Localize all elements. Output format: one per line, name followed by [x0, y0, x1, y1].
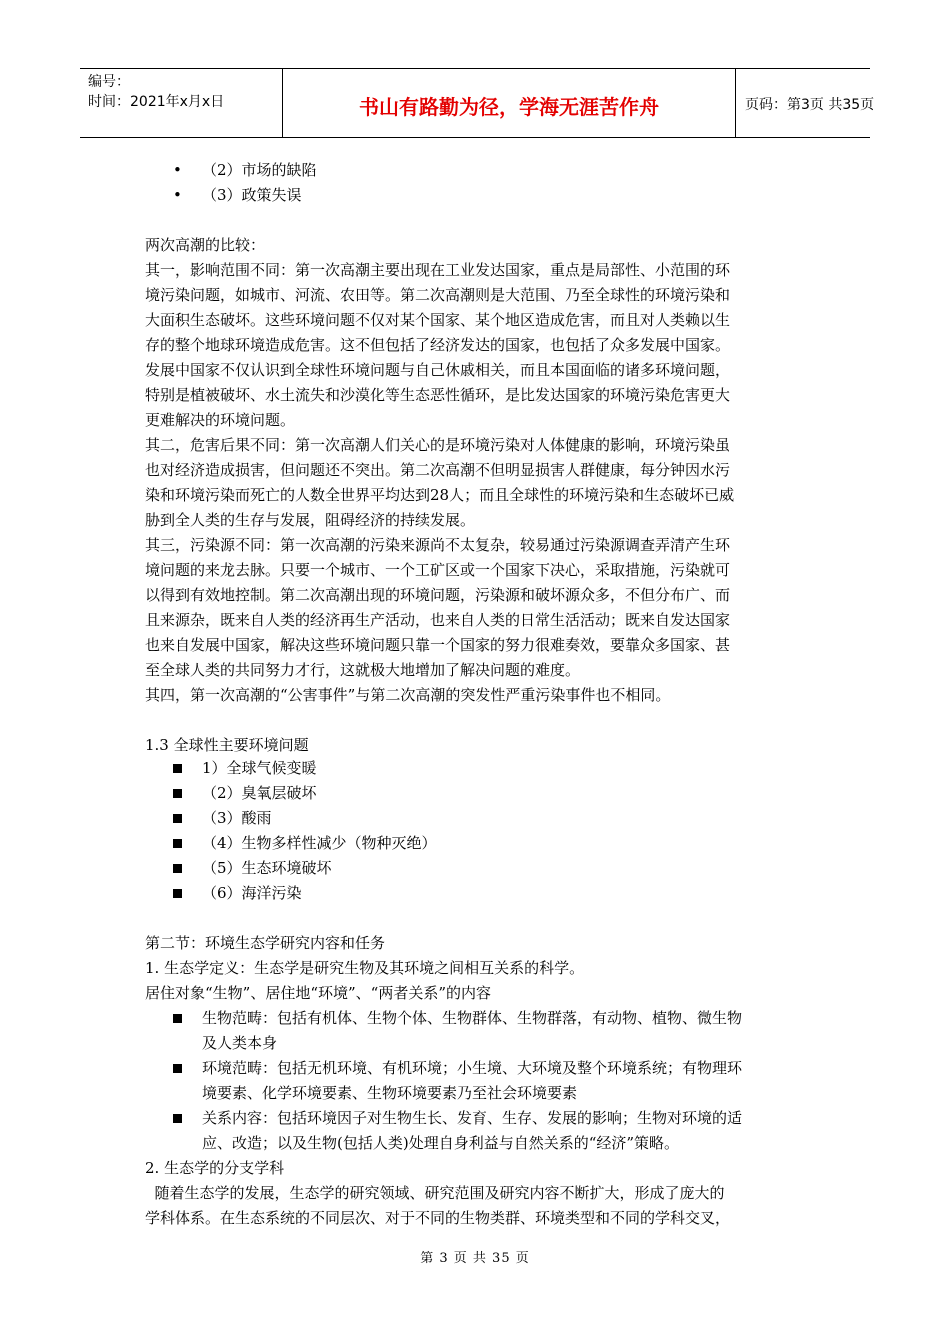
paragraph-line: 大面积生态破坏。这些环境问题不仅对某个国家、某个地区造成危害，而且对人类赖以生 — [145, 311, 731, 329]
list-item: （3）酸雨 — [202, 809, 272, 827]
list-item-line: 环境范畴：包括无机环境、有机环境；小生境、大环境及整个环境系统；有物理环 — [202, 1059, 743, 1077]
definition-line: 1. 生态学定义：生态学是研究生物及其环境之间相互关系的科学。 — [145, 959, 585, 977]
paragraph-line: 存的整个地球环境造成危害。这不但包括了经济发达的国家，也包括了众多发展中国家。 — [145, 336, 731, 354]
paragraph-line: 随着生态学的发展，生态学的研究领域、研究范围及研究内容不断扩大，形成了庞大的 — [145, 1184, 725, 1202]
header-motto: 书山有路勤为径，学海无涯苦作舟 — [359, 95, 659, 119]
header-page-cell — [735, 69, 875, 137]
list-item: （2）臭氧层破坏 — [202, 784, 317, 802]
header-code-label: 编号： — [88, 74, 130, 90]
list-item-line: 及人类本身 — [202, 1034, 278, 1052]
paragraph-line: 其四，第一次高潮的“公害事件”与第二次高潮的突发性严重污染事件也不相同。 — [145, 686, 671, 704]
list-item: （6）海洋污染 — [202, 884, 302, 902]
subtitle-line: 居住对象“生物”、居住地“环境”、“两者关系”的内容 — [145, 984, 492, 1002]
paragraph-line: 发展中国家不仅认识到全球性环境问题与自己休戚相关，而且本国面临的诸多环境问题， — [145, 361, 731, 379]
paragraph-line: 染和环境污染而死亡的人数全世界平均达到28人；而且全球性的环境污染和生态破坏已威 — [145, 486, 735, 504]
header-page-label: 页码：第3页 共35页 — [745, 97, 875, 113]
paragraph-line: 其一，影响范围不同：第一次高潮主要出现在工业发达国家，重点是局部性、小范围的环 — [145, 261, 731, 279]
paragraph-line: 其二，危害后果不同：第一次高潮人们关心的是环境污染对人体健康的影响，环境污染虽 — [145, 436, 731, 454]
square-bullet-icon — [173, 889, 182, 898]
square-bullet-icon — [173, 1014, 182, 1023]
comparison-title: 两次高潮的比较： — [145, 236, 266, 254]
paragraph-line: 境污染问题，如城市、河流、农田等。第二次高潮则是大范围、乃至全球性的环境污染和 — [145, 286, 731, 304]
square-bullet-icon — [173, 789, 182, 798]
list-item-line: 境要素、化学环境要素、生物环境要素乃至社会环境要素 — [202, 1084, 578, 1102]
paragraph-line: 也来自发展中国家，解决这些环境问题只靠一个国家的努力很难奏效，要靠众多国家、甚 — [145, 636, 731, 654]
page-header — [80, 68, 875, 138]
list-item: （2）市场的缺陷 — [202, 161, 317, 179]
square-bullet-icon — [173, 814, 182, 823]
list-item: （4）生物多样性减少（物种灭绝） — [202, 834, 437, 852]
paragraph-line: 胁到全人类的生存与发展，阻碍经济的持续发展。 — [145, 511, 476, 529]
list-item: （5）生态环境破坏 — [202, 859, 332, 877]
list-item-line: 应、改造；以及生物(包括人类)处理自身利益与自然关系的“经济”策略。 — [202, 1134, 680, 1152]
paragraph-line: 更难解决的环境问题。 — [145, 411, 296, 429]
square-bullet-icon — [173, 864, 182, 873]
paragraph-line: 至全球人类的共同努力才行，这就极大地增加了解决问题的难度。 — [145, 661, 581, 679]
section-title: 第二节：环境生态学研究内容和任务 — [145, 934, 386, 952]
paragraph-line: 境问题的来龙去脉。只要一个城市、一个工矿区或一个国家下决心，采取措施，污染就可 — [145, 561, 731, 579]
bullet-dot-icon: • — [173, 186, 182, 204]
header-left-cell — [80, 69, 282, 137]
page-footer: 第 3 页 共 35 页 — [420, 1251, 530, 1266]
header-date-label: 时间：2021年x月x日 — [88, 94, 225, 110]
square-bullet-icon — [173, 839, 182, 848]
list-item: （3）政策失误 — [202, 186, 302, 204]
square-bullet-icon — [173, 1064, 182, 1073]
bullet-dot-icon: • — [173, 161, 182, 179]
paragraph-line: 以得到有效地控制。第二次高潮出现的环境问题，污染源和破坏源众多，不但分布广、而 — [145, 586, 731, 604]
list-item-line: 生物范畴：包括有机体、生物个体、生物群体、生物群落，有动物、植物、微生物 — [202, 1009, 743, 1027]
section-subtitle: 2. 生态学的分支学科 — [145, 1159, 285, 1177]
paragraph-line: 特别是植被破坏、水土流失和沙漠化等生态恶性循环，是比发达国家的环境污染危害更大 — [145, 386, 731, 404]
square-bullet-icon — [173, 1114, 182, 1123]
section-title: 1.3 全球性主要环境问题 — [145, 736, 309, 754]
list-item: 1）全球气候变暖 — [202, 759, 317, 777]
paragraph-line: 也对经济造成损害，但问题还不突出。第二次高潮不但明显损害人群健康，每分钟因水污 — [145, 461, 731, 479]
list-item-line: 关系内容：包括环境因子对生物生长、发育、生存、发展的影响；生物对环境的适 — [202, 1109, 743, 1127]
square-bullet-icon — [173, 764, 182, 773]
paragraph-line: 其三，污染源不同：第一次高潮的污染来源尚不太复杂，较易通过污染源调查弄清产生环 — [145, 536, 731, 554]
paragraph-line: 且来源杂，既来自人类的经济再生产活动，也来自人类的日常生活活动；既来自发达国家 — [145, 611, 731, 629]
paragraph-line: 学科体系。在生态系统的不同层次、对于不同的生物类群、环境类型和不同的学科交叉， — [145, 1209, 731, 1227]
header-motto-cell — [282, 69, 736, 137]
